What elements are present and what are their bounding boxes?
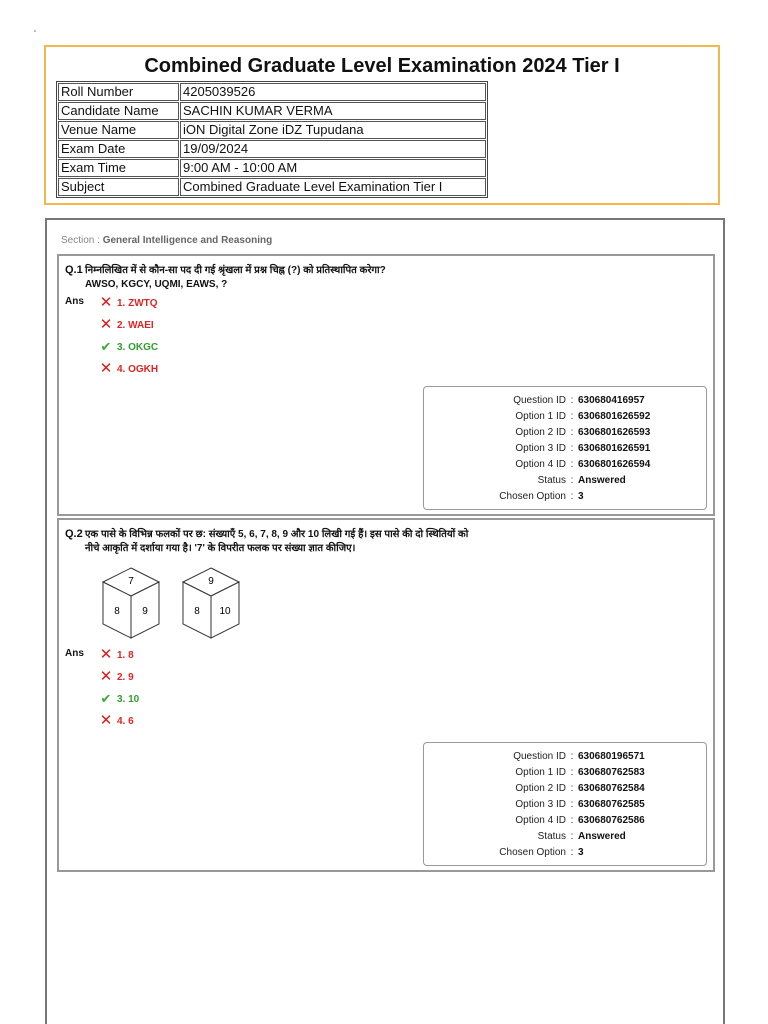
question-text-line: एक पासे के विभिन्न फलकों पर छ: संख्याएँ 5, 6, 7, 8, 9 और 10 लिखी गई हैं। इस पासे की दो स्थितियों को xyxy=(85,529,469,540)
meta-row: Status : Answered xyxy=(424,473,706,489)
meta-value: 6306801626594 xyxy=(578,459,651,470)
option-3 xyxy=(99,340,158,354)
dice-left-number: 8 xyxy=(194,606,200,617)
dice-top-number: 9 xyxy=(208,576,214,587)
option-2 xyxy=(99,670,134,684)
candidate-info-table xyxy=(56,81,488,198)
cross-icon: ✕ xyxy=(99,712,113,729)
meta-row: Option 3 ID : 630680762585 xyxy=(424,797,706,813)
question-text-line: नीचे आकृति में दर्शाया गया है। '7' के विपरीत फलक पर संख्या ज्ञात कीजिए। xyxy=(85,543,356,554)
info-value: 9:00 AM - 10:00 AM xyxy=(180,159,486,177)
meta-key: Status xyxy=(537,831,566,842)
dice-figure-1 xyxy=(99,566,163,642)
question-text xyxy=(85,528,645,556)
option-2 xyxy=(99,318,154,332)
question-text xyxy=(85,264,645,292)
cross-icon: ✕ xyxy=(99,646,113,663)
meta-value: Answered xyxy=(578,475,626,486)
info-value: 19/09/2024 xyxy=(180,140,486,158)
question-panel-1 xyxy=(57,254,715,516)
meta-key: Option 3 ID xyxy=(515,443,566,454)
meta-key: Option 4 ID xyxy=(515,459,566,470)
meta-row: Option 4 ID : 6306801626594 xyxy=(424,457,706,473)
dice-right-number: 9 xyxy=(142,606,148,617)
info-label: Roll Number xyxy=(58,83,179,101)
meta-key: Status xyxy=(537,475,566,486)
dice-right-number: 10 xyxy=(219,606,231,617)
meta-row: Option 1 ID : 630680762583 xyxy=(424,765,706,781)
meta-key: Question ID xyxy=(513,395,566,406)
corner-dot xyxy=(34,30,36,32)
meta-key: Chosen Option xyxy=(499,491,566,502)
cross-icon: ✕ xyxy=(99,360,113,377)
table-row xyxy=(58,140,486,158)
meta-row: Option 2 ID : 630680762584 xyxy=(424,781,706,797)
meta-value: 630680762586 xyxy=(578,815,645,826)
section-name: General Intelligence and Reasoning xyxy=(102,235,273,246)
question-text-line: निम्नलिखित में से कौन-सा पद दी गई श्रृंखला में प्रश्न चिह्न (?) को प्रतिस्थापित करेगा? xyxy=(85,265,386,276)
info-value: SACHIN KUMAR VERMA xyxy=(180,102,486,120)
info-label: Candidate Name xyxy=(58,102,179,120)
dice-top-number: 7 xyxy=(128,576,134,587)
option-4 xyxy=(99,714,134,728)
exam-title: Combined Graduate Level Examination 2024 Tier I xyxy=(144,55,620,77)
info-value: iON Digital Zone iDZ Tupudana xyxy=(180,121,486,139)
table-row xyxy=(58,121,486,139)
table-row xyxy=(58,178,486,196)
question-panel-2 xyxy=(57,518,715,872)
option-3 xyxy=(99,692,139,706)
meta-row: Chosen Option : 3 xyxy=(424,845,706,861)
cross-icon: ✕ xyxy=(99,668,113,685)
check-icon: ✔ xyxy=(100,691,112,706)
info-label: Exam Date xyxy=(58,140,179,158)
option-text: 4. 6 xyxy=(117,715,134,727)
option-text: 3. OKGC xyxy=(117,341,159,353)
option-text: 4. OGKH xyxy=(117,363,159,375)
candidate-header xyxy=(44,45,720,205)
table-row xyxy=(58,102,486,120)
info-label: Exam Time xyxy=(58,159,179,177)
meta-row: Question ID : 630680416957 xyxy=(424,393,706,409)
meta-value: 6306801626593 xyxy=(578,427,651,438)
meta-value: 630680196571 xyxy=(578,751,645,762)
option-text: 3. 10 xyxy=(117,693,140,705)
option-text: 1. ZWTQ xyxy=(117,297,158,309)
question-meta-box xyxy=(423,386,707,510)
option-text: 2. 9 xyxy=(117,671,134,683)
cross-icon: ✕ xyxy=(99,316,113,333)
meta-key: Option 3 ID xyxy=(515,799,566,810)
meta-key: Chosen Option xyxy=(499,847,566,858)
meta-value: 630680416957 xyxy=(578,395,645,406)
table-row xyxy=(58,159,486,177)
response-sheet xyxy=(45,218,725,1024)
meta-key: Option 2 ID xyxy=(515,783,566,794)
question-meta-box xyxy=(423,742,707,866)
question-series: AWSO, KGCY, UQMI, EAWS, ? xyxy=(85,279,228,290)
option-4 xyxy=(99,362,158,376)
meta-row: Option 2 ID : 6306801626593 xyxy=(424,425,706,441)
question-number: Q.1 xyxy=(65,264,83,276)
meta-value: Answered xyxy=(578,831,626,842)
meta-row: Chosen Option : 3 xyxy=(424,489,706,505)
option-1 xyxy=(99,296,158,310)
info-value: Combined Graduate Level Examination Tier I xyxy=(180,178,486,196)
meta-value: 630680762584 xyxy=(578,783,645,794)
dice-left-number: 8 xyxy=(114,606,120,617)
meta-value: 3 xyxy=(578,491,584,502)
ans-label: Ans xyxy=(65,296,84,307)
meta-row: Question ID : 630680196571 xyxy=(424,749,706,765)
meta-value: 630680762585 xyxy=(578,799,645,810)
meta-key: Question ID xyxy=(513,751,566,762)
section-label xyxy=(61,235,272,246)
meta-row: Option 3 ID : 6306801626591 xyxy=(424,441,706,457)
meta-row: Status : Answered xyxy=(424,829,706,845)
meta-key: Option 1 ID xyxy=(515,411,566,422)
meta-row: Option 4 ID : 630680762586 xyxy=(424,813,706,829)
meta-value: 6306801626591 xyxy=(578,443,651,454)
ans-label: Ans xyxy=(65,648,84,659)
option-text: 1. 8 xyxy=(117,649,134,661)
option-text: 2. WAEI xyxy=(117,319,154,331)
cross-icon: ✕ xyxy=(99,294,113,311)
section-prefix: Section : xyxy=(61,235,100,246)
meta-key: Option 2 ID xyxy=(515,427,566,438)
dice-figure-2 xyxy=(179,566,243,642)
meta-value: 630680762583 xyxy=(578,767,645,778)
info-value: 4205039526 xyxy=(180,83,486,101)
option-1 xyxy=(99,648,134,662)
meta-value: 6306801626592 xyxy=(578,411,651,422)
meta-value: 3 xyxy=(578,847,584,858)
question-number: Q.2 xyxy=(65,528,83,540)
meta-key: Option 4 ID xyxy=(515,815,566,826)
check-icon: ✔ xyxy=(100,339,112,354)
info-label: Subject xyxy=(58,178,179,196)
meta-key: Option 1 ID xyxy=(515,767,566,778)
table-row xyxy=(58,83,486,101)
info-label: Venue Name xyxy=(58,121,179,139)
meta-row: Option 1 ID : 6306801626592 xyxy=(424,409,706,425)
